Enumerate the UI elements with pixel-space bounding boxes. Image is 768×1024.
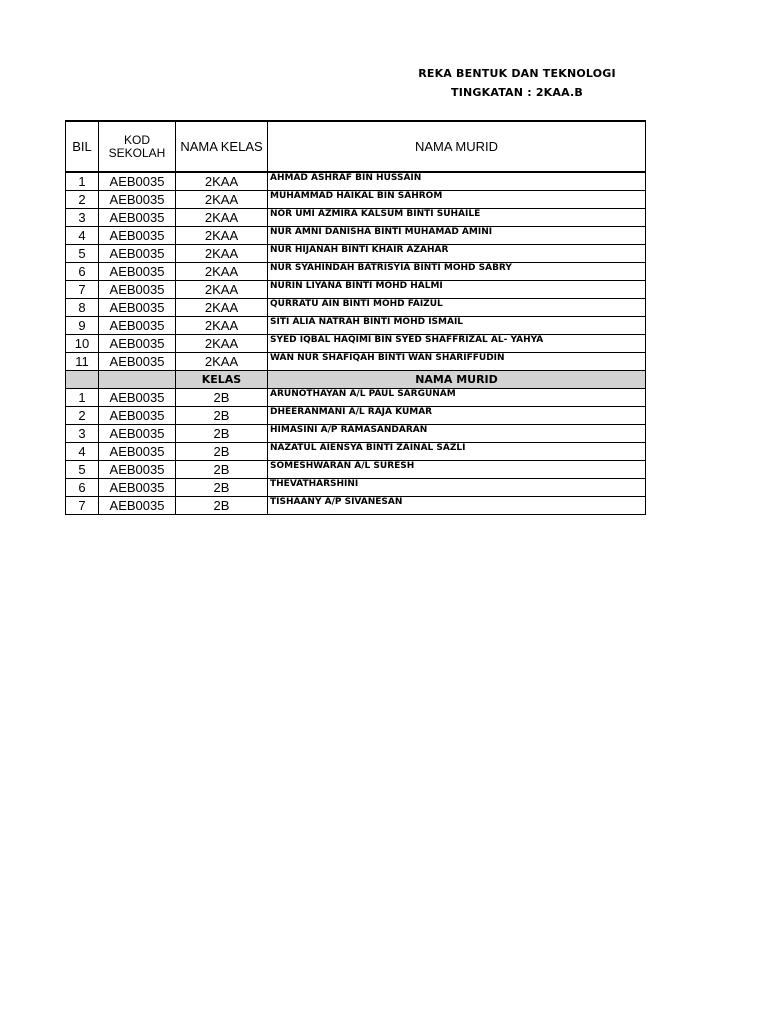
- cell-nama-murid: QURRATU AIN BINTI MOHD FAIZUL: [268, 299, 646, 317]
- cell-bil: 3: [66, 209, 99, 227]
- cell-bil: 3: [66, 425, 99, 443]
- cell-nama-murid: NURIN LIYANA BINTI MOHD HALMI: [268, 281, 646, 299]
- table-row: [66, 263, 646, 281]
- cell-kod-sekolah: AEB0035: [99, 353, 176, 371]
- cell-bil: 2: [66, 407, 99, 425]
- cell-nama-murid: NUR AMNI DANISHA BINTI MUHAMAD AMINI: [268, 227, 646, 245]
- subheader-kelas: KELAS: [176, 371, 268, 389]
- cell-nama-murid: NAZATUL AIENSYA BINTI ZAINAL SAZLI: [268, 443, 646, 461]
- table-row: [66, 389, 646, 407]
- cell-kelas: 2KAA: [176, 191, 268, 209]
- page-subtitle: TINGKATAN : 2KAA.B: [450, 86, 583, 99]
- table-row: [66, 209, 646, 227]
- table-row: [66, 227, 646, 245]
- cell-nama-murid: SITI ALIA NATRAH BINTI MOHD ISMAIL: [268, 317, 646, 335]
- header-nama-kelas: NAMA KELAS: [176, 121, 268, 172]
- cell-nama-murid: WAN NUR SHAFIQAH BINTI WAN SHARIFFUDIN: [268, 353, 646, 371]
- header-kod-line1: KOD: [123, 132, 150, 147]
- table-row: [66, 479, 646, 497]
- cell-kelas: 2KAA: [176, 172, 268, 191]
- table-row: [66, 245, 646, 263]
- cell-kod-sekolah: AEB0035: [99, 443, 176, 461]
- cell-kod-sekolah: AEB0035: [99, 425, 176, 443]
- table-row: [66, 317, 646, 335]
- cell-nama-murid: ARUNOTHAYAN A/L PAUL SARGUNAM: [268, 389, 646, 407]
- cell-kod-sekolah: AEB0035: [99, 299, 176, 317]
- cell-bil: 4: [66, 443, 99, 461]
- cell-kelas: 2B: [176, 497, 268, 515]
- table-row: [66, 281, 646, 299]
- table-row: [66, 461, 646, 479]
- cell-kod-sekolah: AEB0035: [99, 227, 176, 245]
- header-nama-murid: NAMA MURID: [268, 121, 646, 172]
- cell-nama-murid: THEVATHARSHINI: [268, 479, 646, 497]
- cell-kelas: 2KAA: [176, 335, 268, 353]
- group1-body: [66, 172, 646, 371]
- cell-bil: 2: [66, 191, 99, 209]
- cell-nama-murid: MUHAMMAD HAIKAL BIN SAHROM: [268, 191, 646, 209]
- table-row: [66, 299, 646, 317]
- cell-bil: 11: [66, 353, 99, 371]
- cell-kelas: 2KAA: [176, 245, 268, 263]
- cell-kod-sekolah: AEB0035: [99, 172, 176, 191]
- subheader-nama-murid: NAMA MURID: [268, 371, 646, 389]
- cell-kod-sekolah: AEB0035: [99, 461, 176, 479]
- table-header-row: [66, 121, 646, 172]
- table-row: [66, 497, 646, 515]
- cell-bil: 9: [66, 317, 99, 335]
- cell-bil: 6: [66, 479, 99, 497]
- cell-bil: 6: [66, 263, 99, 281]
- cell-nama-murid: SOMESHWARAN A/L SURESH: [268, 461, 646, 479]
- cell-bil: 1: [66, 172, 99, 191]
- cell-bil: 5: [66, 461, 99, 479]
- cell-bil: 7: [66, 497, 99, 515]
- cell-nama-murid: NUR HIJANAH BINTI KHAIR AZAHAR: [268, 245, 646, 263]
- cell-nama-murid: NOR UMI AZMIRA KALSUM BINTI SUHAILE: [268, 209, 646, 227]
- cell-kelas: 2KAA: [176, 317, 268, 335]
- cell-kelas: 2B: [176, 461, 268, 479]
- cell-kelas: 2B: [176, 425, 268, 443]
- cell-kelas: 2KAA: [176, 227, 268, 245]
- cell-bil: 8: [66, 299, 99, 317]
- subheader-blank-kod: [99, 371, 176, 389]
- cell-kod-sekolah: AEB0035: [99, 479, 176, 497]
- cell-kod-sekolah: AEB0035: [99, 191, 176, 209]
- table-row: [66, 407, 646, 425]
- header-kod-line2: SEKOLAH: [108, 145, 166, 160]
- cell-nama-murid: TISHAANY A/P SIVANESAN: [268, 497, 646, 515]
- cell-kelas: 2KAA: [176, 281, 268, 299]
- table-row: [66, 335, 646, 353]
- cell-kelas: 2KAA: [176, 299, 268, 317]
- table-row: [66, 191, 646, 209]
- student-table: [65, 120, 646, 515]
- cell-nama-murid: HIMASINI A/P RAMASANDARAN: [268, 425, 646, 443]
- cell-bil: 7: [66, 281, 99, 299]
- cell-kod-sekolah: AEB0035: [99, 497, 176, 515]
- table-row: [66, 425, 646, 443]
- subheader-blank-bil: [66, 371, 99, 389]
- cell-kod-sekolah: AEB0035: [99, 281, 176, 299]
- cell-kelas: 2B: [176, 479, 268, 497]
- table-row: [66, 443, 646, 461]
- page-title: REKA BENTUK DAN TEKNOLOGI: [418, 67, 616, 80]
- header-kod-sekolah: [99, 121, 176, 172]
- cell-nama-murid: DHEERANMANI A/L RAJA KUMAR: [268, 407, 646, 425]
- header-bil: BIL: [66, 121, 99, 172]
- table-row: [66, 353, 646, 371]
- cell-kod-sekolah: AEB0035: [99, 335, 176, 353]
- subheader-body: [66, 371, 646, 389]
- cell-nama-murid: AHMAD ASHRAF BIN HUSSAIN: [268, 172, 646, 191]
- cell-kod-sekolah: AEB0035: [99, 209, 176, 227]
- cell-kelas: 2B: [176, 407, 268, 425]
- cell-nama-murid: NUR SYAHINDAH BATRISYIA BINTI MOHD SABRY: [268, 263, 646, 281]
- cell-kod-sekolah: AEB0035: [99, 263, 176, 281]
- cell-kelas: 2B: [176, 389, 268, 407]
- cell-kod-sekolah: AEB0035: [99, 407, 176, 425]
- cell-nama-murid: SYED IQBAL HAQIMI BIN SYED SHAFFRIZAL AL- YAHYA: [268, 335, 646, 353]
- group2-body: [66, 389, 646, 515]
- subheader-row: [66, 371, 646, 389]
- cell-kelas: 2KAA: [176, 263, 268, 281]
- cell-kod-sekolah: AEB0035: [99, 389, 176, 407]
- cell-bil: 4: [66, 227, 99, 245]
- cell-kelas: 2KAA: [176, 353, 268, 371]
- cell-kelas: 2KAA: [176, 209, 268, 227]
- cell-bil: 10: [66, 335, 99, 353]
- cell-bil: 5: [66, 245, 99, 263]
- cell-kelas: 2B: [176, 443, 268, 461]
- cell-kod-sekolah: AEB0035: [99, 317, 176, 335]
- cell-kod-sekolah: AEB0035: [99, 245, 176, 263]
- table-row: [66, 172, 646, 191]
- cell-bil: 1: [66, 389, 99, 407]
